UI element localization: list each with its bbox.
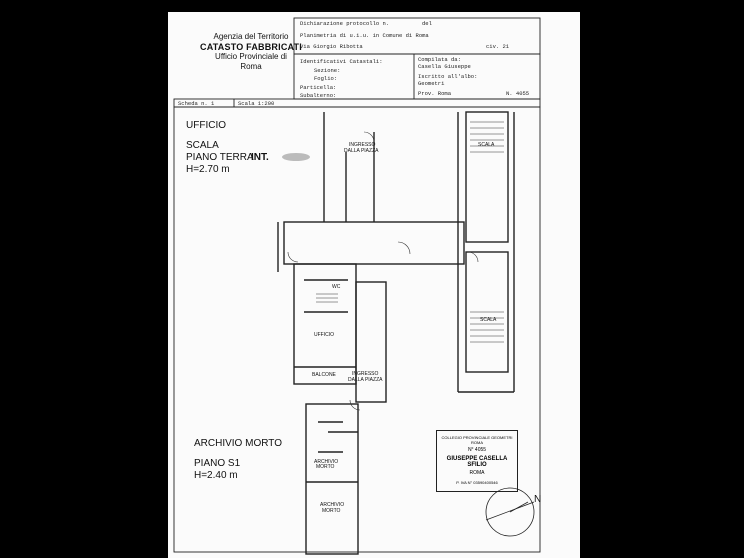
numero-albo: N. 4055 [506, 90, 530, 97]
particella-label: Particella: [300, 84, 337, 91]
stamp-city: ROMA [469, 470, 485, 476]
north-label: N [534, 494, 542, 505]
stamp-name: GIUSEPPE CASELLA SFILIO [446, 456, 508, 468]
piano-terra-title: PIANO TERRA [186, 152, 254, 163]
sezione-label: Sezione: [314, 67, 341, 74]
ingresso-top-label: INGRESSO [349, 142, 376, 148]
identificativi-label: Identificativi Catastali: [300, 58, 383, 65]
iscritto-label: Iscritto all'albo: [418, 73, 478, 80]
scheda-label: Scheda n. 1 [178, 100, 215, 107]
height-piano-terra: H=2.70 m [186, 164, 230, 175]
interno-label: INT. [251, 152, 269, 163]
stamp-collegio: COLLEGIO PROVINCIALE GEOMETRI ROMA [441, 435, 513, 445]
scala-title: SCALA [186, 140, 219, 151]
scala-label: Scala 1:200 [238, 100, 275, 107]
city-name: Roma [240, 62, 262, 71]
ufficio-title: UFFICIO [186, 120, 226, 131]
albo-value: Geometri [418, 80, 445, 87]
archivio-room-2b: MORTO [322, 508, 341, 514]
dalla-piazza-top-label: DALLA PIAZZA [344, 148, 379, 154]
stamp-number: N° 4055 [467, 447, 487, 453]
compilata-label: Compilata da: [418, 56, 461, 63]
ufficio-room-label: UFFICIO [314, 332, 334, 338]
piano-s1-title: PIANO S1 [194, 458, 241, 469]
compilatore-name: Casella Giuseppe [418, 63, 471, 70]
archivio-room-1b: MORTO [316, 464, 335, 470]
address-label: Via Giorgio Ribotta [300, 43, 363, 50]
stamp-vat: P. IVA N° 03590400546 [456, 480, 498, 485]
archivio-room-2a: ARCHIVIO [320, 502, 345, 508]
scala-room-1: SCALA [478, 142, 495, 148]
catasto-title: CATASTO FABBRICATI [200, 42, 302, 52]
subalterno-label: Subalterno: [300, 92, 337, 99]
dalla-piazza-bottom-label: DALLA PIAZZA [348, 377, 383, 383]
civic-number: civ. 21 [486, 43, 510, 50]
archivio-room-1a: ARCHIVIO [314, 459, 339, 465]
ufficio-provinciale: Ufficio Provinciale di [215, 52, 287, 61]
dichiarazione-label: Dichiarazione protocollo n. [300, 20, 390, 27]
del-label: del [422, 20, 432, 27]
foglio-label: Foglio: [314, 75, 338, 82]
prov-label: Prov. Roma [418, 90, 452, 97]
agency-name: Agenzia del Territorio [213, 32, 289, 41]
geometer-stamp [436, 430, 518, 492]
scala-room-2: SCALA [480, 317, 497, 323]
balcone-label: BALCONE [312, 372, 336, 378]
ingresso-bottom-label: INGRESSO [352, 371, 379, 377]
wc-label: WC [332, 284, 341, 290]
height-piano-s1: H=2.40 m [194, 470, 238, 481]
archivio-title: ARCHIVIO MORTO [194, 438, 282, 449]
planimetria-label: Planimetria di u.i.u. in Comune di Roma [300, 32, 429, 39]
cadastral-sheet [168, 12, 580, 558]
